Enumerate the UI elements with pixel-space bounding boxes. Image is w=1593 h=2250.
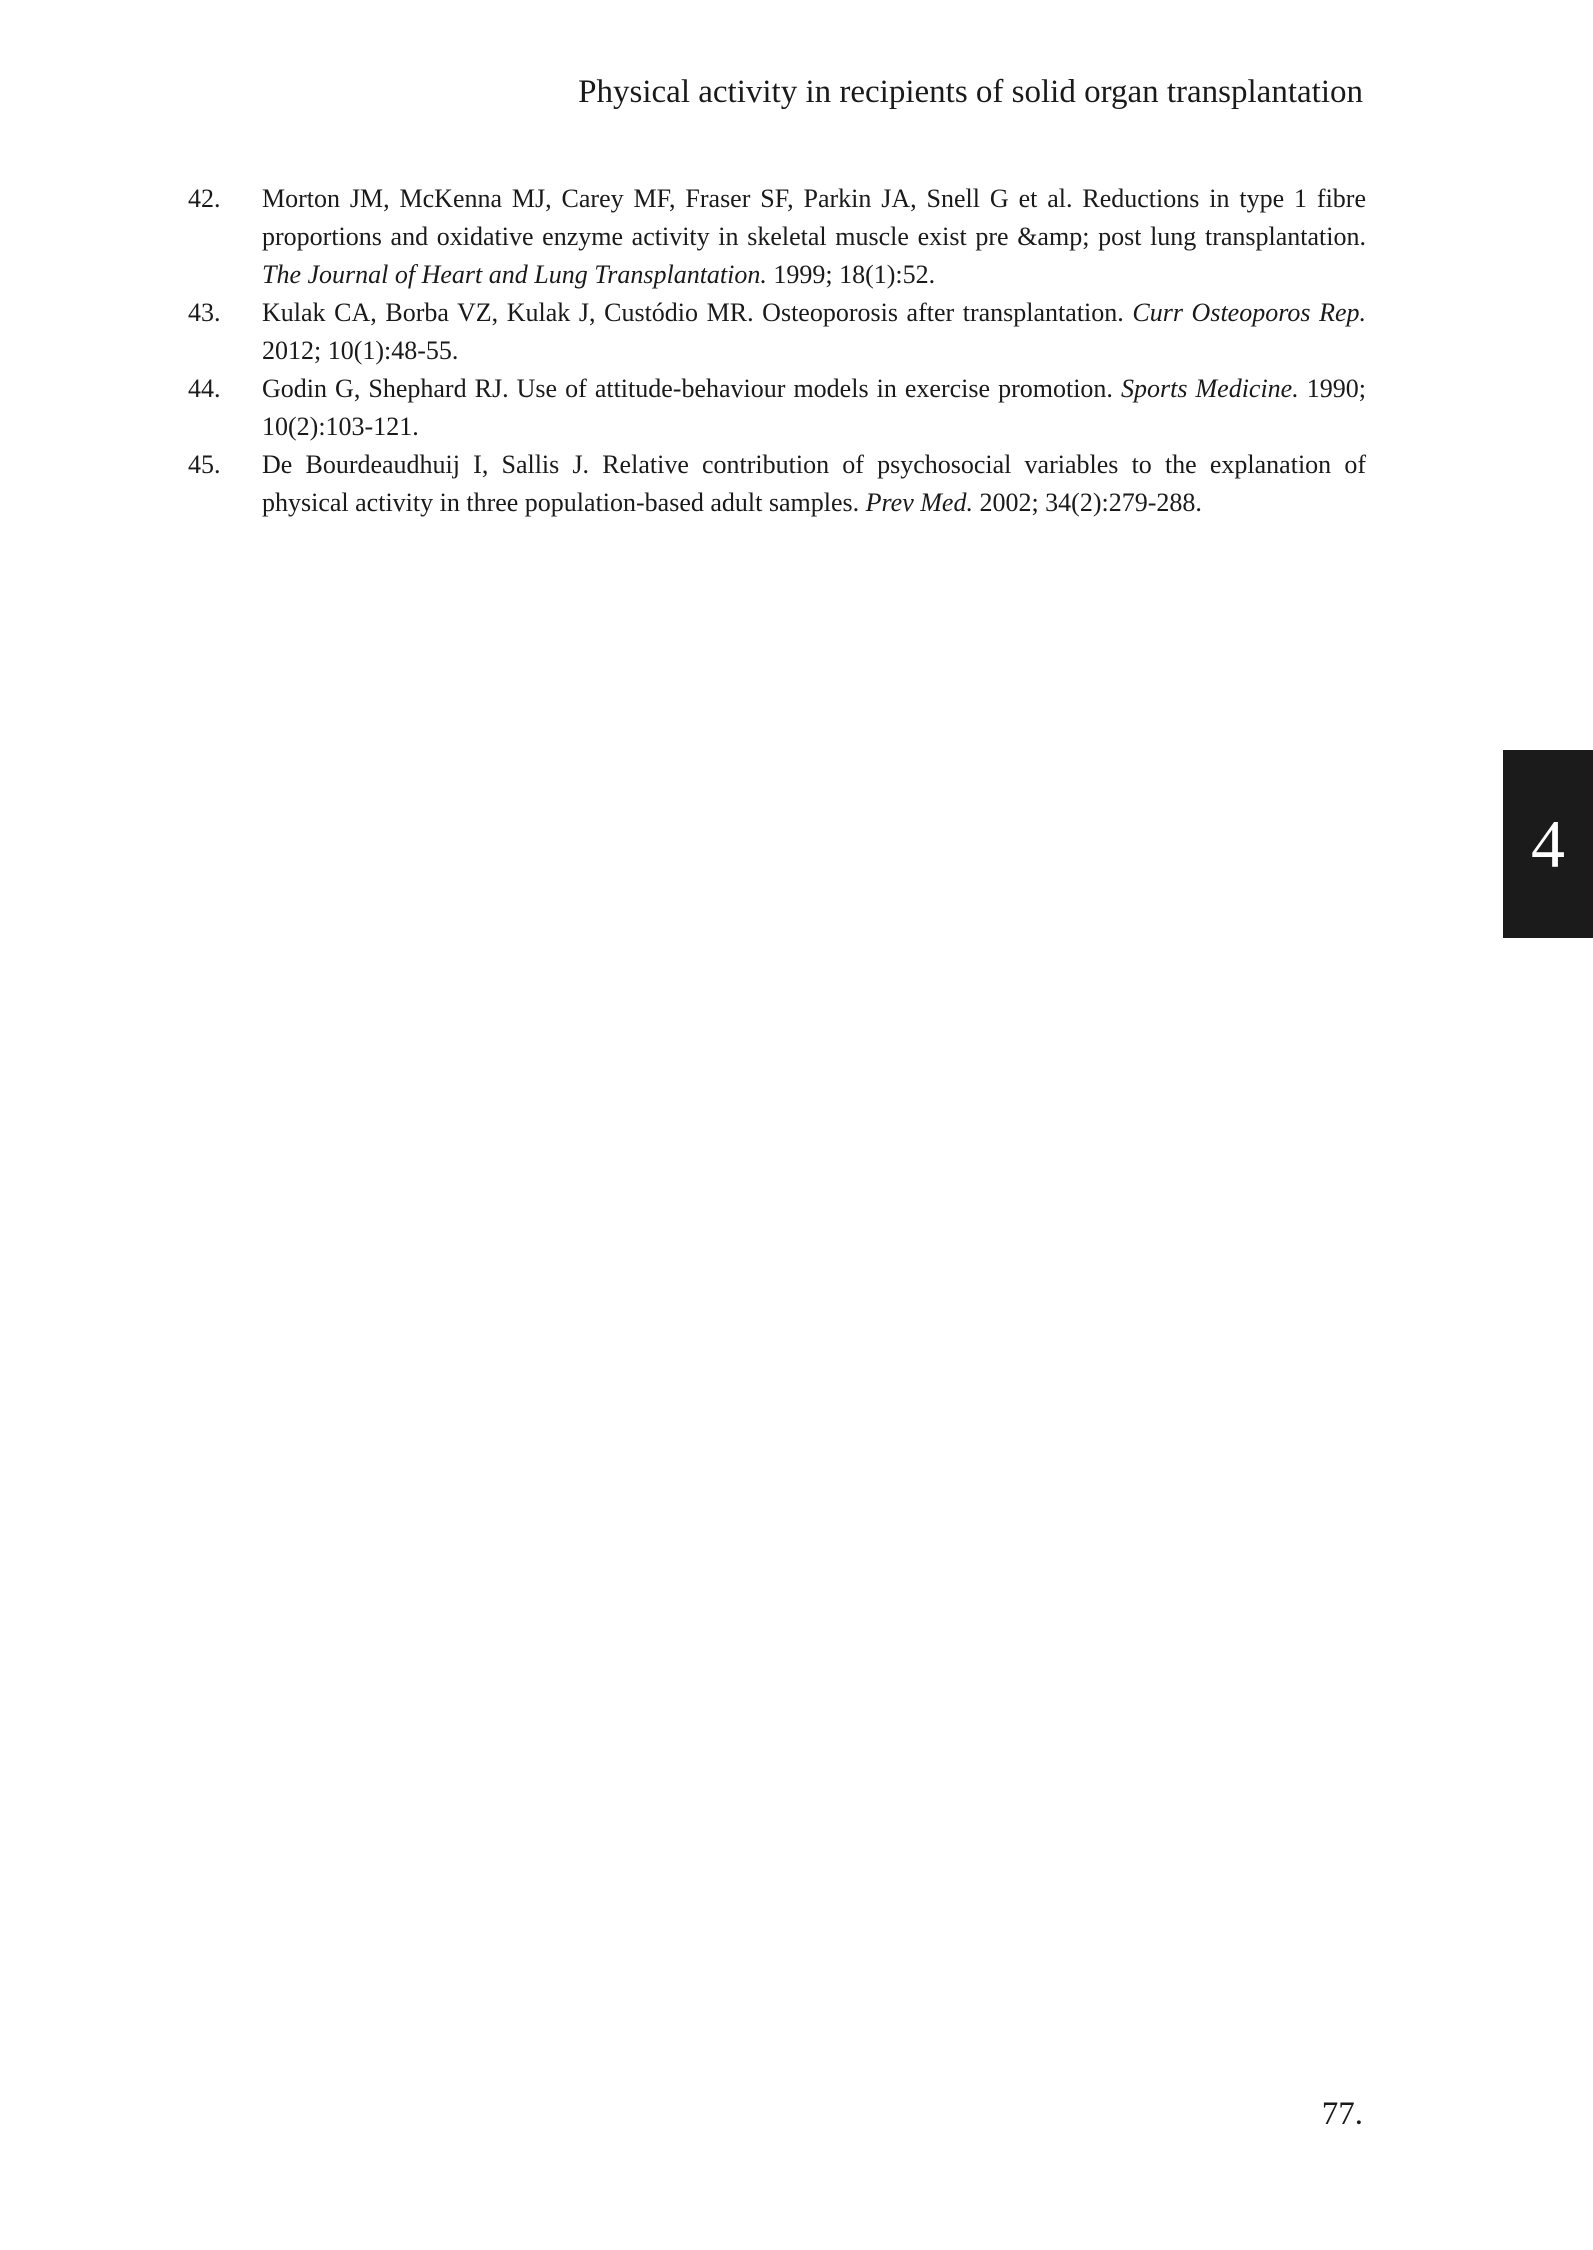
reference-number: 42.	[188, 184, 221, 213]
reference-item-42	[188, 180, 1366, 294]
running-header-title: Physical activity in recipients of solid organ transplantation	[578, 74, 1363, 110]
page-number: 77.	[1321, 2096, 1363, 2132]
reference-text	[262, 370, 1366, 446]
reference-text	[262, 294, 1366, 370]
reference-item-44	[188, 370, 1366, 446]
reference-journal: Prev Med.	[865, 488, 973, 517]
reference-list	[188, 180, 1366, 522]
reference-journal: The Journal of Heart and Lung Transplantation.	[262, 260, 767, 289]
reference-authors-title: Kulak CA, Borba VZ, Kulak J, Custódio MR. Osteoporosis after transplantation.	[262, 298, 1133, 327]
reference-number: 44.	[188, 374, 221, 403]
reference-authors-title: De Bourdeaudhuij I, Sallis J. Relative contribution of psychosocial variables to the explanation of physical activity in three population-based adult samples.	[262, 450, 1366, 517]
reference-authors-title: Godin G, Shephard RJ. Use of attitude-behaviour models in exercise promotion.	[262, 374, 1121, 403]
reference-authors-title: Morton JM, McKenna MJ, Carey MF, Fraser SF, Parkin JA, Snell G et al. Reductions in type 1 fibre proportions and oxidative enzyme activity in skeletal muscle exist pre &amp; post lung transplantation.	[262, 184, 1366, 251]
reference-item-43	[188, 294, 1366, 370]
reference-journal: Sports Medicine.	[1120, 374, 1299, 403]
reference-citation: 1990; 10(2):103-121.	[262, 374, 1366, 441]
chapter-tab-label: 4	[1531, 806, 1565, 882]
reference-number: 45.	[188, 450, 221, 479]
reference-journal: Curr Osteoporos Rep.	[1132, 298, 1366, 327]
reference-item-45	[188, 446, 1366, 522]
reference-citation: 2012; 10(1):48-55.	[262, 336, 459, 365]
chapter-tab	[1503, 750, 1593, 938]
reference-citation: 1999; 18(1):52.	[766, 260, 936, 289]
reference-text	[262, 180, 1366, 294]
reference-citation: 2002; 34(2):279-288.	[972, 488, 1202, 517]
reference-text	[262, 446, 1366, 522]
reference-number: 43.	[188, 298, 221, 327]
